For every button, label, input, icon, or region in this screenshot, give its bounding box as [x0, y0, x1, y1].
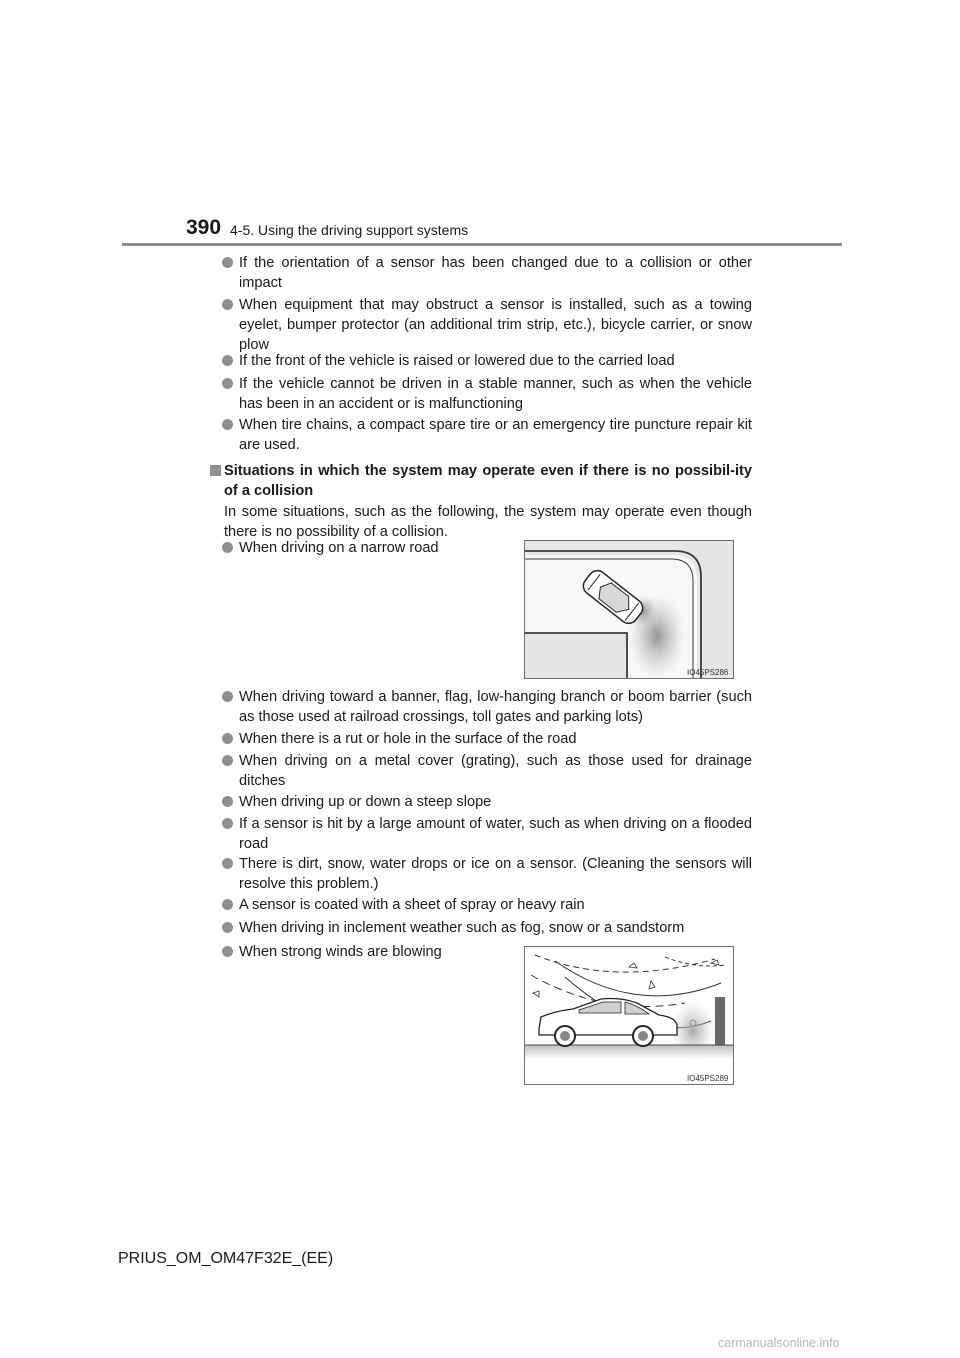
- bullet-icon: [222, 946, 233, 957]
- list-item-text: There is dirt, snow, water drops or ice on a sensor. (Cleaning the sensors will resolve this problem.): [239, 856, 752, 892]
- bullet-icon: [222, 818, 233, 829]
- bullet-icon: [222, 922, 233, 933]
- list-item: [222, 729, 752, 749]
- bullet-icon: [222, 542, 233, 553]
- section-heading: [210, 461, 752, 501]
- section-heading-text: Situations in which the system may operate even if there is no possibil-ity of a collision: [224, 463, 752, 499]
- list-item-text: When equipment that may obstruct a sensor is installed, such as a towing eyelet, bumper protector (an additional trim strip, etc.), bicycle carrier, or snow plow: [239, 297, 752, 353]
- bullet-icon: [222, 858, 233, 869]
- list-item: [222, 253, 752, 293]
- list-item: [222, 854, 752, 894]
- bullet-icon: [222, 378, 233, 389]
- list-item-text: When driving in inclement weather such as fog, snow or a sandstorm: [239, 920, 685, 936]
- list-item: [222, 295, 752, 355]
- list-item-text: When there is a rut or hole in the surface of the road: [239, 731, 577, 747]
- bullet-icon: [222, 355, 233, 366]
- list-item: [222, 751, 752, 791]
- header-divider: [122, 243, 842, 246]
- bullet-icon: [222, 691, 233, 702]
- figure-code: IO45PS289: [687, 1074, 729, 1083]
- list-item-text: A sensor is coated with a sheet of spray or heavy rain: [239, 897, 585, 913]
- heading-square-icon: [210, 465, 221, 476]
- bullet-icon: [222, 796, 233, 807]
- list-item: [222, 351, 752, 371]
- bullet-icon: [222, 733, 233, 744]
- list-item: [222, 814, 752, 854]
- list-item-text: If the orientation of a sensor has been changed due to a collision or other impact: [239, 255, 752, 291]
- list-item-text: When driving on a metal cover (grating), such as those used for drainage ditches: [239, 753, 752, 789]
- narrow-road-illustration: [524, 540, 734, 679]
- bullet-icon: [222, 755, 233, 766]
- list-item-text: If the vehicle cannot be driven in a stable manner, such as when the vehicle has been in an accident or is malfunctioning: [239, 376, 752, 412]
- bullet-icon: [222, 899, 233, 910]
- list-item: [222, 538, 492, 558]
- list-item: [222, 895, 752, 915]
- list-item-text: If the front of the vehicle is raised or lowered due to the carried load: [239, 353, 675, 369]
- list-item-text: If a sensor is hit by a large amount of water, such as when driving on a flooded road: [239, 816, 752, 852]
- list-item-text: When strong winds are blowing: [239, 944, 442, 960]
- list-item-text: When driving toward a banner, flag, low-hanging branch or boom barrier (such as those used at railroad crossings, toll gates and parking lots): [239, 689, 752, 725]
- list-item-text: When driving on a narrow road: [239, 540, 439, 556]
- strong-wind-drawing: [525, 947, 733, 1084]
- bullet-icon: [222, 257, 233, 268]
- strong-wind-illustration: [524, 946, 734, 1085]
- bullet-icon: [222, 419, 233, 430]
- narrow-road-drawing: [525, 541, 733, 678]
- list-item: [222, 918, 752, 938]
- page-number: 390: [186, 216, 222, 239]
- section-intro: In some situations, such as the following, the system may operate even though there is no possibility of a collision.: [224, 504, 752, 540]
- list-item: [222, 792, 752, 812]
- list-item: [222, 415, 752, 455]
- watermark: carmanualsonline.info: [718, 1336, 840, 1350]
- list-item-text: When tire chains, a compact spare tire or an emergency tire puncture repair kit are used.: [239, 417, 752, 453]
- list-item-text: When driving up or down a steep slope: [239, 794, 492, 810]
- list-item: [222, 942, 492, 962]
- document-code: PRIUS_OM_OM47F32E_(EE): [118, 1250, 334, 1267]
- bullet-icon: [222, 299, 233, 310]
- section-title: 4-5. Using the driving support systems: [230, 222, 469, 238]
- list-item: [222, 687, 752, 727]
- list-item: [222, 374, 752, 414]
- figure-code: IO45PS286: [687, 668, 729, 677]
